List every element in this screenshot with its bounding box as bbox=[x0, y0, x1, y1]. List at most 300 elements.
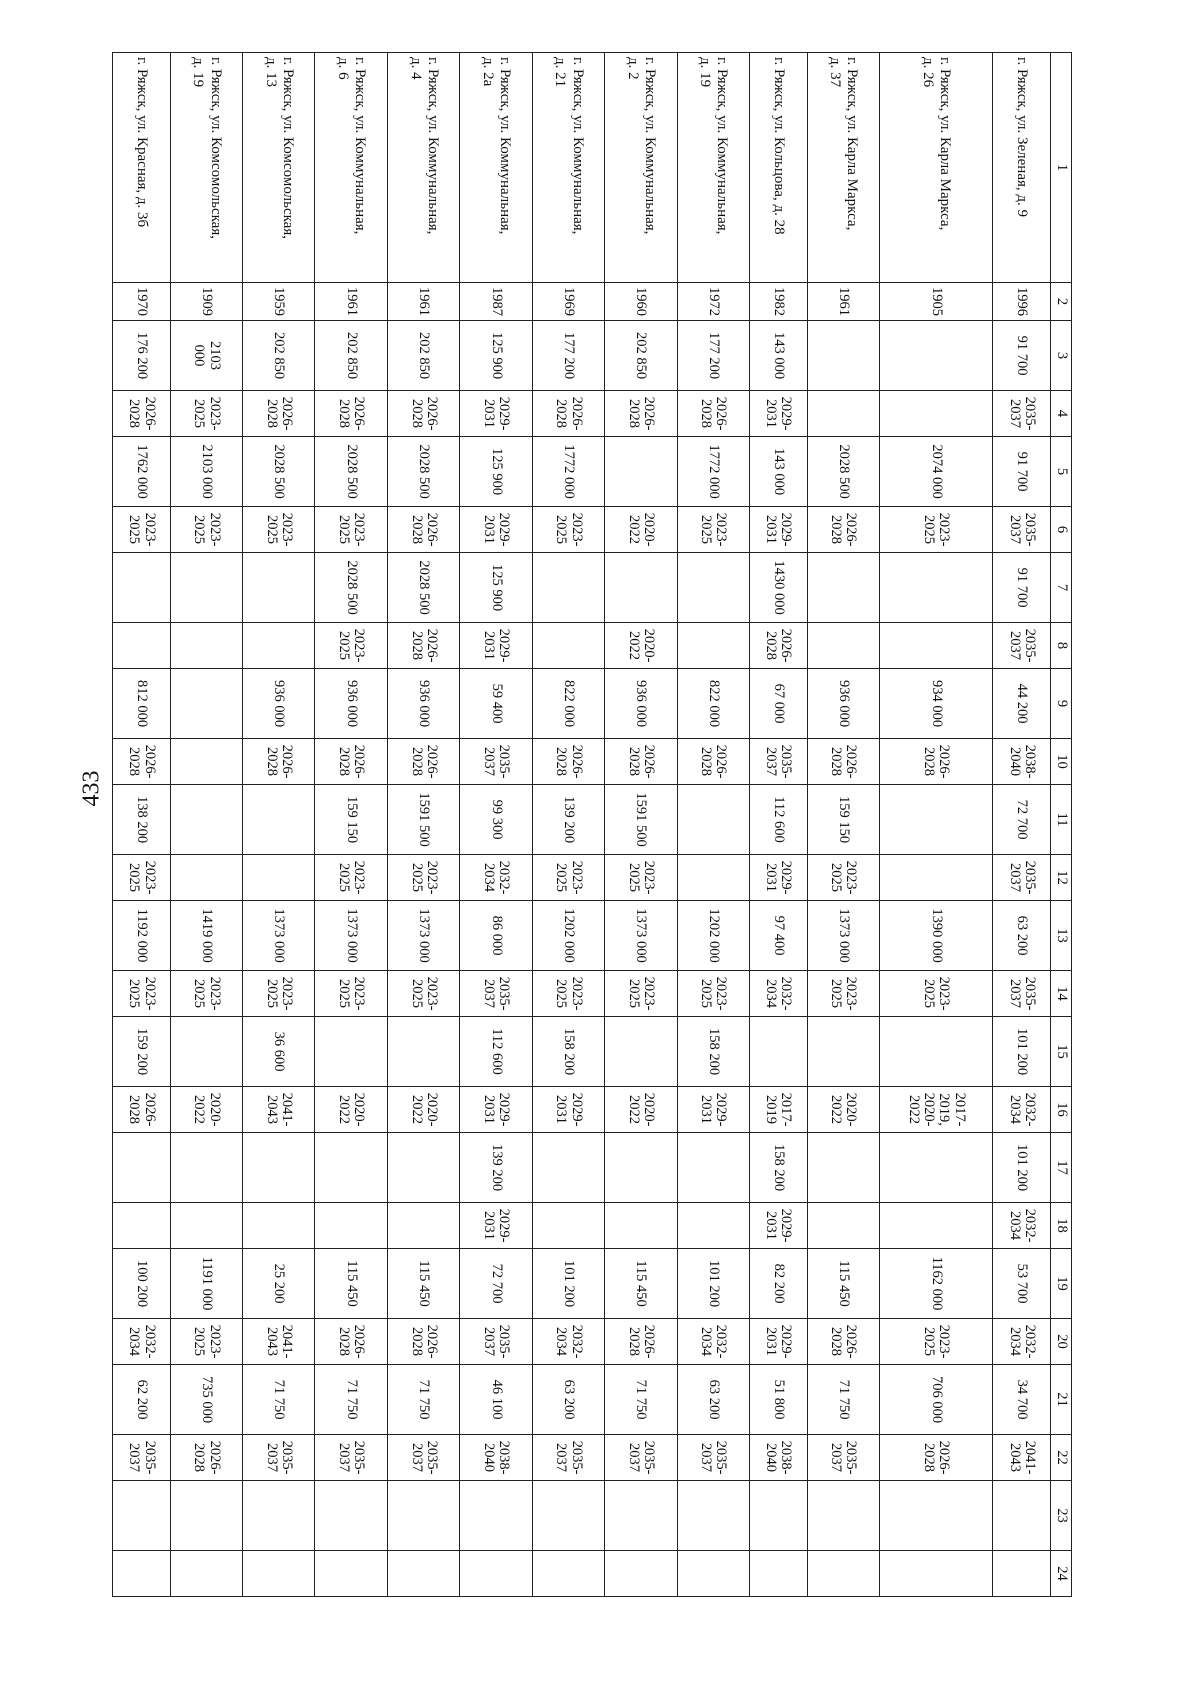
table-cell: 2023- 2025 bbox=[315, 507, 387, 553]
table-cell: 2026- 2028 bbox=[387, 507, 459, 553]
table-cell: 71 750 bbox=[807, 1365, 879, 1435]
table-cell: 2032- 2034 bbox=[993, 1203, 1051, 1249]
table-cell: 2023- 2025 bbox=[113, 971, 171, 1017]
table-cell bbox=[532, 623, 604, 669]
table-cell: 2026- 2028 bbox=[243, 739, 315, 785]
table-cell: 63 200 bbox=[532, 1365, 604, 1435]
table-cell: 2035- 2037 bbox=[460, 739, 532, 785]
table-cell: 2026- 2028 bbox=[677, 739, 749, 785]
table-cell bbox=[170, 669, 242, 739]
table-cell: 67 000 bbox=[749, 669, 807, 739]
table-cell: 112 600 bbox=[749, 785, 807, 855]
table-cell bbox=[677, 1551, 749, 1597]
table-cell: 2103 000 bbox=[170, 321, 242, 391]
table-cell: 2026- 2028 bbox=[387, 391, 459, 437]
table-cell bbox=[460, 1481, 532, 1551]
table-cell: 2023- 2025 bbox=[532, 855, 604, 901]
table-cell: 2023- 2025 bbox=[387, 855, 459, 901]
column-header: 7 bbox=[1051, 553, 1072, 623]
table-cell bbox=[807, 1133, 879, 1203]
table-cell bbox=[807, 623, 879, 669]
table-cell bbox=[113, 553, 171, 623]
table-cell: 2035- 2037 bbox=[460, 1319, 532, 1365]
table-cell: 25 200 bbox=[243, 1249, 315, 1319]
table-cell: 158 200 bbox=[677, 1017, 749, 1087]
table-cell bbox=[532, 1551, 604, 1597]
column-header: 3 bbox=[1051, 321, 1072, 391]
table-cell: 1996 bbox=[993, 283, 1051, 321]
table-cell: 936 000 bbox=[387, 669, 459, 739]
table-cell: 159 150 bbox=[315, 785, 387, 855]
table-cell bbox=[243, 1551, 315, 1597]
table-cell: 2017- 2019 bbox=[749, 1087, 807, 1133]
table-cell: 822 000 bbox=[677, 669, 749, 739]
table-cell: 36 600 bbox=[243, 1017, 315, 1087]
table-cell: 2032- 2034 bbox=[532, 1319, 604, 1365]
table-cell: 1987 bbox=[460, 283, 532, 321]
table-cell: 2026- 2028 bbox=[749, 623, 807, 669]
table-cell: 159 200 bbox=[113, 1017, 171, 1087]
table-cell: 99 300 bbox=[460, 785, 532, 855]
address-cell: г. Ряжск, ул. Карла Маркса, д. 26 bbox=[879, 53, 992, 283]
table-cell: 2023- 2025 bbox=[113, 855, 171, 901]
table-cell bbox=[170, 1551, 242, 1597]
table-cell: 2023- 2025 bbox=[315, 623, 387, 669]
table-cell: 59 400 bbox=[460, 669, 532, 739]
table-cell: 2029- 2031 bbox=[749, 1319, 807, 1365]
table-cell bbox=[315, 1017, 387, 1087]
table-cell: 91 700 bbox=[993, 553, 1051, 623]
column-header: 14 bbox=[1051, 971, 1072, 1017]
table-cell: 1959 bbox=[243, 283, 315, 321]
table-cell: 2023- 2025 bbox=[879, 507, 992, 553]
table-cell bbox=[387, 1203, 459, 1249]
table-row bbox=[532, 53, 604, 1597]
table-cell: 2026- 2028 bbox=[387, 739, 459, 785]
table-row bbox=[749, 53, 807, 1597]
column-header: 1 bbox=[1051, 53, 1072, 283]
column-header: 13 bbox=[1051, 901, 1072, 971]
table-row bbox=[677, 53, 749, 1597]
table-cell bbox=[532, 553, 604, 623]
table-cell: 2020- 2022 bbox=[387, 1087, 459, 1133]
table-cell: 46 100 bbox=[460, 1365, 532, 1435]
table-cell: 91 700 bbox=[993, 437, 1051, 507]
table-cell: 2035- 2037 bbox=[807, 1435, 879, 1481]
table-cell: 158 200 bbox=[532, 1017, 604, 1087]
table-cell: 1772 000 bbox=[532, 437, 604, 507]
column-header: 9 bbox=[1051, 669, 1072, 739]
table-cell: 115 450 bbox=[315, 1249, 387, 1319]
table-cell bbox=[605, 1203, 677, 1249]
table-cell bbox=[532, 1203, 604, 1249]
table-cell: 2020- 2022 bbox=[605, 507, 677, 553]
table-cell: 2041- 2043 bbox=[243, 1087, 315, 1133]
table-cell: 71 750 bbox=[387, 1365, 459, 1435]
table-row bbox=[113, 53, 171, 1597]
table-cell: 2035- 2037 bbox=[749, 739, 807, 785]
table-row bbox=[993, 53, 1051, 1597]
table-cell: 2020- 2022 bbox=[605, 1087, 677, 1133]
table-cell bbox=[243, 1133, 315, 1203]
table-cell: 2035- 2037 bbox=[315, 1435, 387, 1481]
table-cell: 115 450 bbox=[605, 1249, 677, 1319]
table-cell bbox=[243, 1481, 315, 1551]
table-cell bbox=[677, 1133, 749, 1203]
table-cell: 176 200 bbox=[113, 321, 171, 391]
table-cell bbox=[677, 785, 749, 855]
table-cell: 71 750 bbox=[605, 1365, 677, 1435]
table-cell: 143 000 bbox=[749, 437, 807, 507]
address-cell: г. Ряжск, ул. Коммунальная, д. 4 bbox=[387, 53, 459, 283]
table-cell bbox=[879, 553, 992, 623]
table-cell: 2029- 2031 bbox=[677, 1087, 749, 1133]
table-cell: 125 900 bbox=[460, 553, 532, 623]
table-cell bbox=[807, 391, 879, 437]
table-cell bbox=[807, 553, 879, 623]
table-cell: 2026- 2028 bbox=[807, 507, 879, 553]
table-cell bbox=[170, 855, 242, 901]
table-cell: 101 200 bbox=[993, 1017, 1051, 1087]
table-cell: 2023- 2025 bbox=[532, 971, 604, 1017]
table-cell bbox=[807, 1551, 879, 1597]
table-cell: 936 000 bbox=[243, 669, 315, 739]
table-cell: 1162 000 bbox=[879, 1249, 992, 1319]
table-cell: 2032- 2034 bbox=[460, 855, 532, 901]
column-header: 12 bbox=[1051, 855, 1072, 901]
table-cell: 2035- 2037 bbox=[387, 1435, 459, 1481]
table-cell: 2038- 2040 bbox=[749, 1435, 807, 1481]
table-cell: 1202 000 bbox=[677, 901, 749, 971]
table-cell bbox=[605, 1551, 677, 1597]
table-cell: 2026- 2028 bbox=[387, 623, 459, 669]
table-row bbox=[879, 53, 992, 1597]
table-cell: 51 800 bbox=[749, 1365, 807, 1435]
table-cell bbox=[879, 1481, 992, 1551]
table-cell: 34 700 bbox=[993, 1365, 1051, 1435]
table-cell: 53 700 bbox=[993, 1249, 1051, 1319]
table-cell: 2029- 2031 bbox=[460, 1203, 532, 1249]
table-cell: 2023- 2025 bbox=[879, 1319, 992, 1365]
table-cell bbox=[243, 553, 315, 623]
table-cell: 2029- 2031 bbox=[749, 1203, 807, 1249]
table-cell: 2023- 2025 bbox=[170, 507, 242, 553]
table-cell: 2032- 2034 bbox=[113, 1319, 171, 1365]
table-cell bbox=[749, 1017, 807, 1087]
table-cell: 97 400 bbox=[749, 901, 807, 971]
table-cell: 2023- 2025 bbox=[243, 971, 315, 1017]
table-cell: 143 000 bbox=[749, 321, 807, 391]
table-cell: 2026- 2028 bbox=[113, 739, 171, 785]
table-cell: 158 200 bbox=[749, 1133, 807, 1203]
column-header: 20 bbox=[1051, 1319, 1072, 1365]
table-cell bbox=[677, 1203, 749, 1249]
table-cell: 2023- 2025 bbox=[807, 971, 879, 1017]
address-cell: г. Ряжск, ул. Комсомольская, д. 13 bbox=[243, 53, 315, 283]
table-cell: 2029- 2031 bbox=[460, 623, 532, 669]
table-cell bbox=[879, 1133, 992, 1203]
table-cell: 1909 bbox=[170, 283, 242, 321]
table-cell bbox=[315, 1551, 387, 1597]
table-cell bbox=[243, 855, 315, 901]
column-header: 4 bbox=[1051, 391, 1072, 437]
column-header: 16 bbox=[1051, 1087, 1072, 1133]
table-cell bbox=[315, 1133, 387, 1203]
table-cell bbox=[807, 1203, 879, 1249]
table-cell bbox=[315, 1203, 387, 1249]
table-cell: 1202 000 bbox=[532, 901, 604, 971]
table-cell bbox=[170, 1133, 242, 1203]
table-cell: 63 200 bbox=[677, 1365, 749, 1435]
table-cell bbox=[879, 855, 992, 901]
table-cell: 2026- 2028 bbox=[113, 1087, 171, 1133]
table-cell bbox=[170, 623, 242, 669]
table-cell: 2028 500 bbox=[807, 437, 879, 507]
table-cell: 2020- 2022 bbox=[605, 623, 677, 669]
table-cell bbox=[170, 1203, 242, 1249]
table-cell bbox=[170, 553, 242, 623]
table-cell: 2074 000 bbox=[879, 437, 992, 507]
table-cell bbox=[605, 437, 677, 507]
table-cell: 2026- 2028 bbox=[243, 391, 315, 437]
table-cell bbox=[387, 1017, 459, 1087]
table-cell: 202 850 bbox=[605, 321, 677, 391]
table-cell: 2023- 2025 bbox=[807, 855, 879, 901]
table-cell bbox=[605, 553, 677, 623]
column-header: 8 bbox=[1051, 623, 1072, 669]
table-cell: 2023- 2025 bbox=[315, 971, 387, 1017]
table-cell: 101 200 bbox=[532, 1249, 604, 1319]
table-cell bbox=[879, 1203, 992, 1249]
table-cell: 1373 000 bbox=[605, 901, 677, 971]
table-cell: 2029- 2031 bbox=[749, 855, 807, 901]
table-cell: 2026- 2028 bbox=[807, 1319, 879, 1365]
table-cell: 1591 500 bbox=[605, 785, 677, 855]
table-cell: 1970 bbox=[113, 283, 171, 321]
table-cell bbox=[532, 1481, 604, 1551]
table-cell bbox=[460, 1551, 532, 1597]
table-cell: 1972 bbox=[677, 283, 749, 321]
table-cell bbox=[387, 1133, 459, 1203]
table-cell bbox=[879, 623, 992, 669]
table-cell: 1373 000 bbox=[807, 901, 879, 971]
table-row bbox=[605, 53, 677, 1597]
table-cell bbox=[170, 1017, 242, 1087]
column-header: 2 bbox=[1051, 283, 1072, 321]
table-cell: 62 200 bbox=[113, 1365, 171, 1435]
table-cell: 2038- 2040 bbox=[993, 739, 1051, 785]
table-cell: 2023- 2025 bbox=[879, 971, 992, 1017]
table-cell bbox=[387, 1551, 459, 1597]
table-cell: 2035- 2037 bbox=[993, 855, 1051, 901]
table-cell: 138 200 bbox=[113, 785, 171, 855]
address-cell: г. Ряжск, ул. Коммунальная, д. 2а bbox=[460, 53, 532, 283]
column-header-row bbox=[1051, 53, 1072, 1597]
table-cell: 71 750 bbox=[243, 1365, 315, 1435]
table-cell: 177 200 bbox=[532, 321, 604, 391]
table-cell: 2023- 2025 bbox=[243, 507, 315, 553]
table-cell: 2026- 2028 bbox=[605, 739, 677, 785]
table-cell: 735 000 bbox=[170, 1365, 242, 1435]
table-cell bbox=[113, 1551, 171, 1597]
table-cell: 2035- 2037 bbox=[113, 1435, 171, 1481]
address-cell: г. Ряжск, ул. Красная, д. 3б bbox=[113, 53, 171, 283]
table-cell bbox=[243, 785, 315, 855]
table-cell bbox=[170, 1481, 242, 1551]
table-cell: 1960 bbox=[605, 283, 677, 321]
table-row bbox=[460, 53, 532, 1597]
table-cell: 2035- 2037 bbox=[993, 507, 1051, 553]
table-cell: 202 850 bbox=[315, 321, 387, 391]
table-cell: 63 200 bbox=[993, 901, 1051, 971]
table-cell bbox=[113, 1133, 171, 1203]
table-cell: 2023- 2025 bbox=[605, 855, 677, 901]
table-cell: 2029- 2031 bbox=[749, 391, 807, 437]
column-header: 10 bbox=[1051, 739, 1072, 785]
table-cell: 822 000 bbox=[532, 669, 604, 739]
table-cell: 2026- 2028 bbox=[170, 1435, 242, 1481]
table-cell: 2035- 2037 bbox=[993, 971, 1051, 1017]
data-table bbox=[112, 52, 1072, 1597]
column-header: 22 bbox=[1051, 1435, 1072, 1481]
table-cell: 1373 000 bbox=[387, 901, 459, 971]
table-cell: 2023- 2025 bbox=[532, 507, 604, 553]
table-cell bbox=[879, 785, 992, 855]
address-cell: г. Ряжск, ул. Комсомольская, д. 19 bbox=[170, 53, 242, 283]
table-cell: 2020- 2022 bbox=[315, 1087, 387, 1133]
table-cell: 72 700 bbox=[993, 785, 1051, 855]
table-cell: 177 200 bbox=[677, 321, 749, 391]
column-header: 11 bbox=[1051, 785, 1072, 855]
address-cell: г. Ряжск, ул. Карла Маркса, д. 37 bbox=[807, 53, 879, 283]
table-row bbox=[807, 53, 879, 1597]
table-cell: 1961 bbox=[387, 283, 459, 321]
table-cell bbox=[113, 1481, 171, 1551]
table-cell: 2023- 2025 bbox=[677, 507, 749, 553]
table-cell: 2041- 2043 bbox=[243, 1319, 315, 1365]
table-cell bbox=[532, 1133, 604, 1203]
table-cell: 2026- 2028 bbox=[315, 1319, 387, 1365]
table-cell bbox=[387, 1481, 459, 1551]
table-cell: 2026- 2028 bbox=[879, 1435, 992, 1481]
table-cell: 2023- 2025 bbox=[605, 971, 677, 1017]
table-cell: 934 000 bbox=[879, 669, 992, 739]
address-cell: г. Ряжск, ул. Кольцова, д. 28 bbox=[749, 53, 807, 283]
address-cell: г. Ряжск, ул. Коммунальная, д. 6 bbox=[315, 53, 387, 283]
column-header: 5 bbox=[1051, 437, 1072, 507]
address-cell: г. Ряжск, ул. Зеленая, д. 9 bbox=[993, 53, 1051, 283]
table-cell: 2029- 2031 bbox=[749, 507, 807, 553]
table-cell bbox=[170, 739, 242, 785]
address-cell: г. Ряжск, ул. Коммунальная, д. 21 bbox=[532, 53, 604, 283]
table-cell: 2041- 2043 bbox=[993, 1435, 1051, 1481]
table-cell: 2028 500 bbox=[243, 437, 315, 507]
table-cell: 2035- 2037 bbox=[993, 623, 1051, 669]
table-cell: 2023- 2025 bbox=[677, 971, 749, 1017]
table-row bbox=[170, 53, 242, 1597]
table-cell: 2026- 2028 bbox=[605, 391, 677, 437]
table-cell: 139 200 bbox=[532, 785, 604, 855]
table-cell: 1905 bbox=[879, 283, 992, 321]
table-cell: 125 900 bbox=[460, 437, 532, 507]
table-cell bbox=[243, 1203, 315, 1249]
table-cell: 91 700 bbox=[993, 321, 1051, 391]
column-header: 19 bbox=[1051, 1249, 1072, 1319]
table-cell bbox=[113, 623, 171, 669]
table-cell: 2020- 2022 bbox=[170, 1087, 242, 1133]
address-cell: г. Ряжск, ул. Коммунальная, д. 19 bbox=[677, 53, 749, 283]
table-cell bbox=[677, 855, 749, 901]
table-cell: 2035- 2037 bbox=[532, 1435, 604, 1481]
table-cell: 1969 bbox=[532, 283, 604, 321]
table-cell: 2032- 2034 bbox=[993, 1087, 1051, 1133]
column-header: 18 bbox=[1051, 1203, 1072, 1249]
table-cell bbox=[879, 391, 992, 437]
table-cell: 115 450 bbox=[807, 1249, 879, 1319]
table-cell: 936 000 bbox=[315, 669, 387, 739]
table-cell: 1373 000 bbox=[315, 901, 387, 971]
table-cell: 1961 bbox=[315, 283, 387, 321]
table-cell: 2026- 2028 bbox=[113, 391, 171, 437]
table-cell: 82 200 bbox=[749, 1249, 807, 1319]
table-cell bbox=[113, 1203, 171, 1249]
column-header: 17 bbox=[1051, 1133, 1072, 1203]
column-header: 21 bbox=[1051, 1365, 1072, 1435]
table-cell: 2026- 2028 bbox=[807, 739, 879, 785]
table-cell: 2103 000 bbox=[170, 437, 242, 507]
table-cell bbox=[677, 1481, 749, 1551]
table-cell bbox=[605, 1017, 677, 1087]
rotated-table-container bbox=[112, 52, 1072, 1581]
table-cell: 71 750 bbox=[315, 1365, 387, 1435]
column-header: 6 bbox=[1051, 507, 1072, 553]
table-cell: 2035- 2037 bbox=[677, 1435, 749, 1481]
table-cell: 115 450 bbox=[387, 1249, 459, 1319]
table-cell: 100 200 bbox=[113, 1249, 171, 1319]
table-cell: 2029- 2031 bbox=[460, 507, 532, 553]
table-cell: 159 150 bbox=[807, 785, 879, 855]
table-cell bbox=[677, 623, 749, 669]
table-cell: 1191 000 bbox=[170, 1249, 242, 1319]
address-cell: г. Ряжск, ул. Коммунальная, д. 2 bbox=[605, 53, 677, 283]
table-cell: 2038- 2040 bbox=[460, 1435, 532, 1481]
table-cell bbox=[605, 1133, 677, 1203]
table-cell: 2029- 2031 bbox=[460, 1087, 532, 1133]
table-cell bbox=[807, 321, 879, 391]
table-cell bbox=[749, 1551, 807, 1597]
table-cell: 2023- 2025 bbox=[170, 1319, 242, 1365]
table-cell: 1430 000 bbox=[749, 553, 807, 623]
table-cell: 2026- 2028 bbox=[532, 739, 604, 785]
table-cell: 2023- 2025 bbox=[387, 971, 459, 1017]
table-cell: 2023- 2025 bbox=[113, 507, 171, 553]
table-cell bbox=[749, 1481, 807, 1551]
table-cell: 2035- 2037 bbox=[993, 391, 1051, 437]
table-cell: 1390 000 bbox=[879, 901, 992, 971]
table-cell bbox=[605, 1481, 677, 1551]
table-cell: 2032- 2034 bbox=[749, 971, 807, 1017]
page-number: 433 bbox=[78, 770, 105, 807]
table-cell: 2029- 2031 bbox=[532, 1087, 604, 1133]
column-header: 23 bbox=[1051, 1481, 1072, 1551]
table-cell: 112 600 bbox=[460, 1017, 532, 1087]
table-cell bbox=[993, 1481, 1051, 1551]
table-cell: 2029- 2031 bbox=[460, 391, 532, 437]
table-cell: 2026- 2028 bbox=[677, 391, 749, 437]
column-header: 24 bbox=[1051, 1551, 1072, 1597]
table-cell: 2028 500 bbox=[387, 437, 459, 507]
table-cell: 202 850 bbox=[243, 321, 315, 391]
